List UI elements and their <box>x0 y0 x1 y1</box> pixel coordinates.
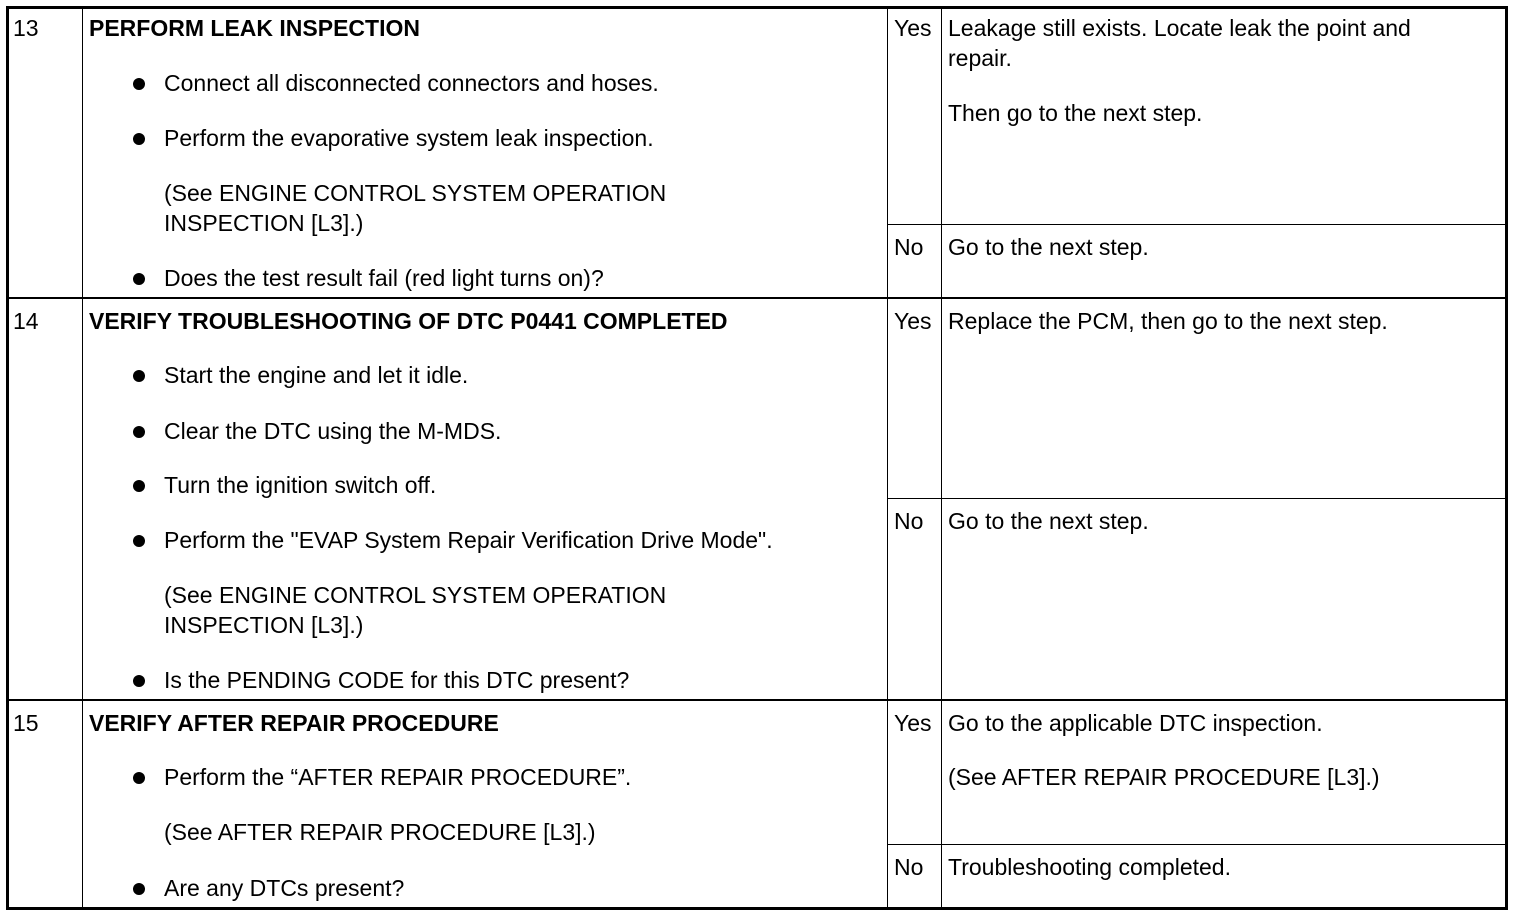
bullet-icon <box>133 370 145 382</box>
instruction-item: Perform the evaporative system leak inspection. <box>164 125 654 151</box>
no-label: No <box>894 508 924 534</box>
no-label: No <box>894 234 924 260</box>
instruction-item: Start the engine and let it idle. <box>164 362 469 388</box>
yes-action: repair. <box>948 45 1012 71</box>
instruction-item: Perform the “AFTER REPAIR PROCEDURE”. <box>164 764 632 790</box>
yes-no-divider <box>888 844 1506 845</box>
bullet-icon <box>133 133 145 145</box>
step-title: PERFORM LEAK INSPECTION <box>89 15 420 41</box>
instruction-item: Connect all disconnected connectors and hoses. <box>164 70 659 96</box>
yes-label: Yes <box>894 710 932 736</box>
bullet-icon <box>133 883 145 895</box>
column-divider <box>887 8 888 908</box>
instruction-item: Are any DTCs present? <box>164 875 405 901</box>
yes-no-divider <box>888 224 1506 225</box>
instruction-item: Is the PENDING CODE for this DTC present? <box>164 667 630 693</box>
bullet-icon <box>133 426 145 438</box>
yes-label: Yes <box>894 15 932 41</box>
yes-action: Replace the PCM, then go to the next step. <box>948 308 1388 334</box>
bullet-icon <box>133 772 145 784</box>
yes-label: Yes <box>894 308 932 334</box>
reference-note: INSPECTION [L3].) <box>164 612 364 638</box>
step-number: 15 <box>13 710 39 736</box>
no-label: No <box>894 854 924 880</box>
column-divider <box>941 8 942 908</box>
no-action: Go to the next step. <box>948 508 1149 534</box>
no-action: Go to the next step. <box>948 234 1149 260</box>
bullet-icon <box>133 480 145 492</box>
row-divider <box>8 297 1506 299</box>
yes-action: Go to the applicable DTC inspection. <box>948 710 1323 736</box>
bullet-icon <box>133 273 145 285</box>
step-number: 14 <box>13 308 39 334</box>
row-divider <box>8 699 1506 701</box>
reference-note: (See ENGINE CONTROL SYSTEM OPERATION <box>164 180 667 206</box>
yes-action: (See AFTER REPAIR PROCEDURE [L3].) <box>948 764 1380 790</box>
reference-note: (See ENGINE CONTROL SYSTEM OPERATION <box>164 582 667 608</box>
reference-note: INSPECTION [L3].) <box>164 210 364 236</box>
step-number: 13 <box>13 15 39 41</box>
instruction-item: Turn the ignition switch off. <box>164 472 437 498</box>
reference-note: (See AFTER REPAIR PROCEDURE [L3].) <box>164 819 596 845</box>
step-title: VERIFY TROUBLESHOOTING OF DTC P0441 COMPLETED <box>89 308 728 334</box>
step-title: VERIFY AFTER REPAIR PROCEDURE <box>89 710 499 736</box>
column-divider <box>82 8 83 908</box>
bullet-icon <box>133 78 145 90</box>
no-action: Troubleshooting completed. <box>948 854 1231 880</box>
yes-no-divider <box>888 498 1506 499</box>
instruction-item: Does the test result fail (red light turns on)? <box>164 265 604 291</box>
instruction-item: Perform the "EVAP System Repair Verification Drive Mode". <box>164 527 773 553</box>
instruction-item: Clear the DTC using the M-MDS. <box>164 418 502 444</box>
yes-action: Then go to the next step. <box>948 100 1203 126</box>
yes-action: Leakage still exists. Locate leak the point and <box>948 15 1411 41</box>
bullet-icon <box>133 675 145 687</box>
bullet-icon <box>133 535 145 547</box>
